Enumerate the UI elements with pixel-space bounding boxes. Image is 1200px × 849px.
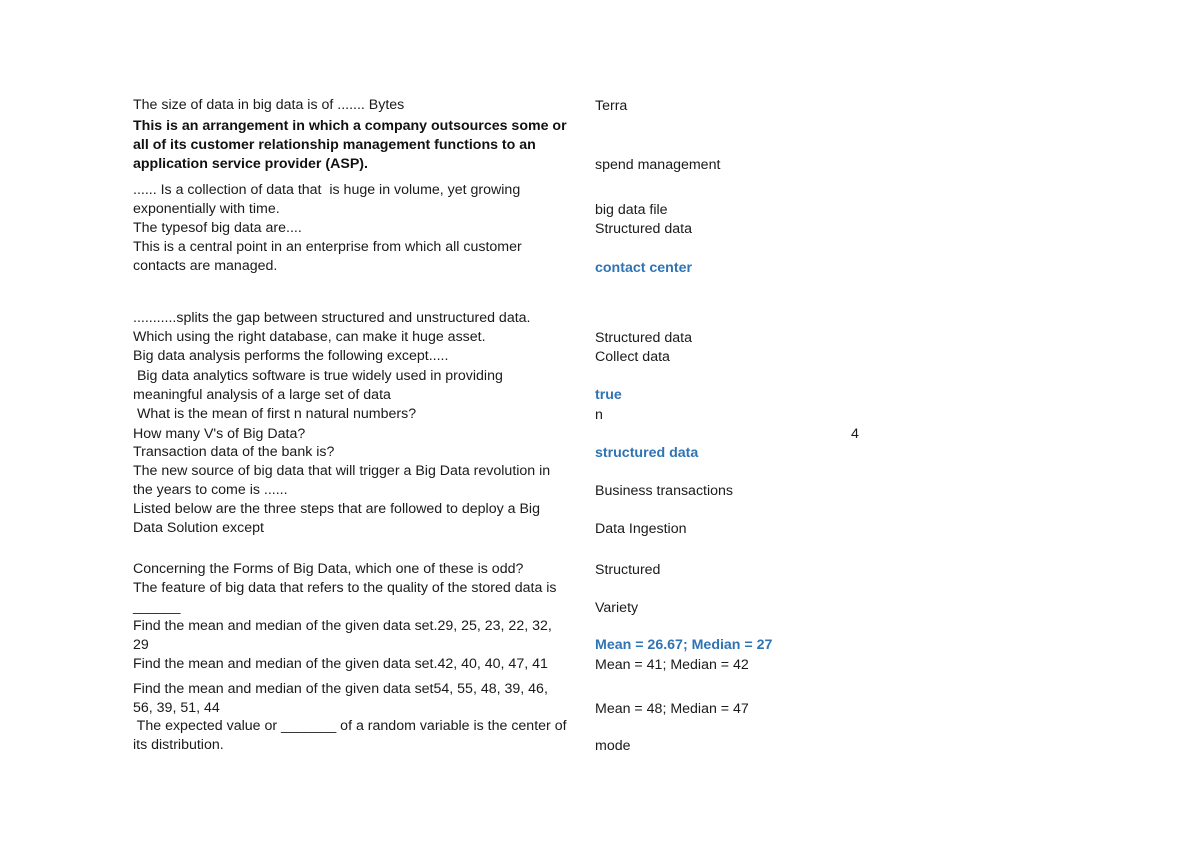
question-16-line-1: Find the mean and median of the given data set.29, 25, 23, 22, 32, [133, 618, 552, 634]
answer-3: big data file [595, 202, 668, 218]
question-3-line-1: ...... Is a collection of data that is huge in volume, yet growing [133, 182, 521, 198]
question-11: Transaction data of the bank is? [133, 444, 335, 460]
question-6-line-2: Which using the right database, can make it huge asset. [133, 329, 486, 345]
answer-5: contact center [595, 260, 692, 276]
answer-14: Structured [595, 562, 661, 578]
question-1: The size of data in big data is of ....... Bytes [133, 97, 405, 113]
question-2-line-3: application service provider (ASP). [133, 156, 368, 172]
answer-2: spend management [595, 157, 721, 173]
question-2-line-2: all of its customer relationship management functions to an [133, 137, 536, 153]
question-5-line-1: This is a central point in an enterprise from which all customer [133, 239, 522, 255]
answer-1: Terra [595, 98, 628, 114]
question-18-line-1: Find the mean and median of the given data set54, 55, 48, 39, 46, [133, 681, 548, 697]
question-13-line-1: Listed below are the three steps that are followed to deploy a Big [133, 501, 540, 517]
answer-11: structured data [595, 445, 699, 461]
question-18-line-2: 56, 39, 51, 44 [133, 700, 220, 716]
question-19-line-1: The expected value or _______ of a random variable is the center of [133, 718, 567, 734]
answer-4: Structured data [595, 221, 693, 237]
answer-8: true [595, 387, 622, 403]
question-4: The typesof big data are.... [133, 220, 302, 236]
question-7: Big data analysis performs the following except..... [133, 348, 449, 364]
question-15-line-2: ______ [133, 599, 181, 615]
question-2-line-1: This is an arrangement in which a company outsources some or [133, 118, 567, 134]
answer-7: Collect data [595, 349, 670, 365]
question-9: What is the mean of first n natural numbers? [133, 406, 417, 422]
answer-16: Mean = 26.67; Median = 27 [595, 637, 773, 653]
answer-15: Variety [595, 600, 639, 616]
question-6-line-1: ...........splits the gap between structured and unstructured data. [133, 310, 531, 326]
question-19-line-2: its distribution. [133, 737, 224, 753]
question-17: Find the mean and median of the given data set.42, 40, 40, 47, 41 [133, 656, 548, 672]
answer-6: Structured data [595, 330, 693, 346]
answer-10-extra: 4 [851, 426, 859, 442]
answer-17: Mean = 41; Median = 42 [595, 657, 749, 673]
answer-19: mode [595, 738, 631, 754]
question-5-line-2: contacts are managed. [133, 258, 278, 274]
question-12-line-1: The new source of big data that will trigger a Big Data revolution in [133, 463, 551, 479]
answer-12: Business transactions [595, 483, 734, 499]
question-12-line-2: the years to come is ...... [133, 482, 288, 498]
answer-18: Mean = 48; Median = 47 [595, 701, 749, 717]
answer-13: Data Ingestion [595, 521, 687, 537]
question-14: Concerning the Forms of Big Data, which one of these is odd? [133, 561, 524, 577]
question-8-line-2: meaningful analysis of a large set of data [133, 387, 391, 403]
answer-9: n [595, 407, 603, 423]
question-13-line-2: Data Solution except [133, 520, 264, 536]
question-8-line-1: Big data analytics software is true widely used in providing [133, 368, 503, 384]
question-16-line-2: 29 [133, 637, 149, 653]
question-10: How many V's of Big Data? [133, 426, 306, 442]
question-3-line-2: exponentially with time. [133, 201, 280, 217]
question-15-line-1: The feature of big data that refers to the quality of the stored data is [133, 580, 557, 596]
